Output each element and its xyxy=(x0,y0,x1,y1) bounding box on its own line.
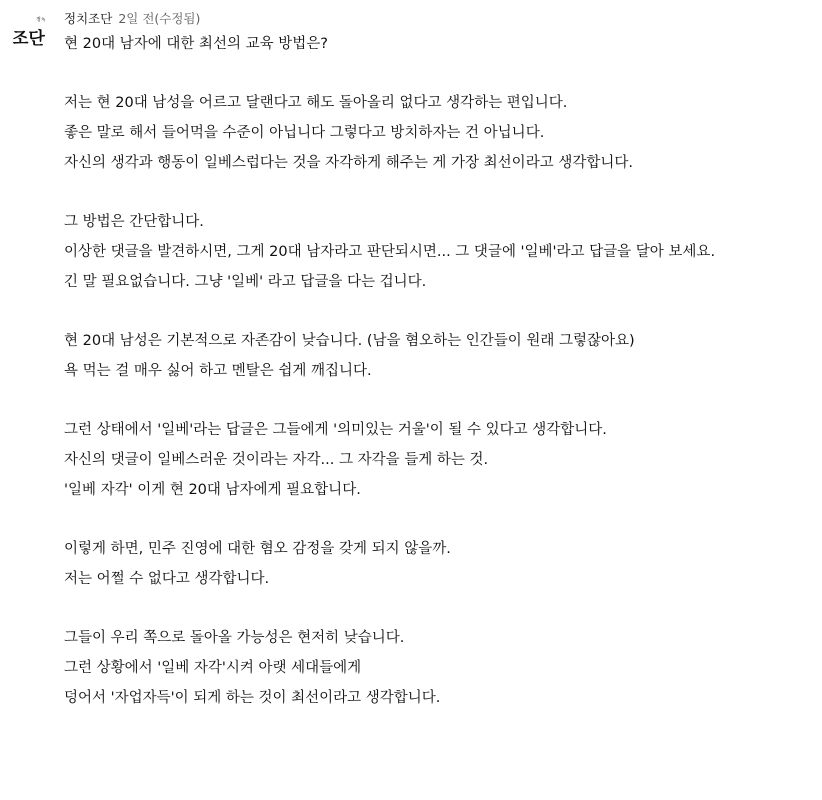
comment-time[interactable]: 2일 전(수정됨) xyxy=(118,11,201,26)
comment-line: 저는 어쩔 수 없다고 생각합니다. xyxy=(64,571,270,587)
avatar[interactable] xyxy=(10,12,50,52)
comment-body xyxy=(64,34,814,708)
comment-line: '일베 자각' 이게 현 20대 남자에게 필요합니다. xyxy=(64,482,361,498)
avatar-big-text: 조단 xyxy=(12,29,45,49)
comment-header xyxy=(64,10,200,28)
comment-line: 그런 상태에서 '일베'라는 답글은 그들에게 '의미있는 거울'이 될 수 있다고 생각합니다. xyxy=(64,422,607,438)
comment-line: 좋은 말로 해서 들어먹을 수준이 아닙니다 그렇다고 방치하자는 건 아닙니다. xyxy=(64,125,545,141)
comment-line: 자신의 댓글이 일베스러운 것이라는 자각... 그 자각을 들게 하는 것. xyxy=(64,452,489,468)
comment-line: 그들이 우리 쪽으로 돌아올 가능성은 현저히 낮습니다. xyxy=(64,630,405,646)
comment-line: 이렇게 하면, 민주 진영에 대한 혐오 감정을 갖게 되지 않을까. xyxy=(64,541,451,557)
comment-line: 자신의 생각과 행동이 일베스럽다는 것을 자각하게 해주는 게 가장 최선이라고 생각합니다. xyxy=(64,155,633,171)
comment-line: 그런 상황에서 '일베 자각'시켜 아랫 세대들에게 xyxy=(64,660,362,676)
comment-line: 긴 말 필요없습니다. 그냥 '일베' 라고 답글을 다는 겁니다. xyxy=(64,274,427,290)
comment-line: 이상한 댓글을 발견하시면, 그게 20대 남자라고 판단되시면... 그 댓글에 '일베'라고 답글을 달아 보세요. xyxy=(64,244,716,260)
comment-line: 현 20대 남자에 대한 최선의 교육 방법은? xyxy=(64,36,328,52)
comment-line: 저는 현 20대 남성을 어르고 달랜다고 해도 돌아올리 없다고 생각하는 편입니다. xyxy=(64,95,568,111)
channel-logo-icon xyxy=(10,12,50,52)
comment-line: 덩어서 '자업자득'이 되게 하는 것이 최선이라고 생각합니다. xyxy=(64,690,441,706)
comment-line: 그 방법은 간단합니다. xyxy=(64,214,204,230)
comment-author[interactable]: 정치조단 xyxy=(64,11,113,26)
comment-line: 현 20대 남성은 기본적으로 자존감이 낮습니다. (남을 혐오하는 인간들이 원래 그렇잖아요) xyxy=(64,333,635,349)
avatar-small-text: 정치 xyxy=(36,17,46,23)
comment-line: 욕 먹는 걸 매우 싫어 하고 멘탈은 쉽게 깨집니다. xyxy=(64,363,372,379)
